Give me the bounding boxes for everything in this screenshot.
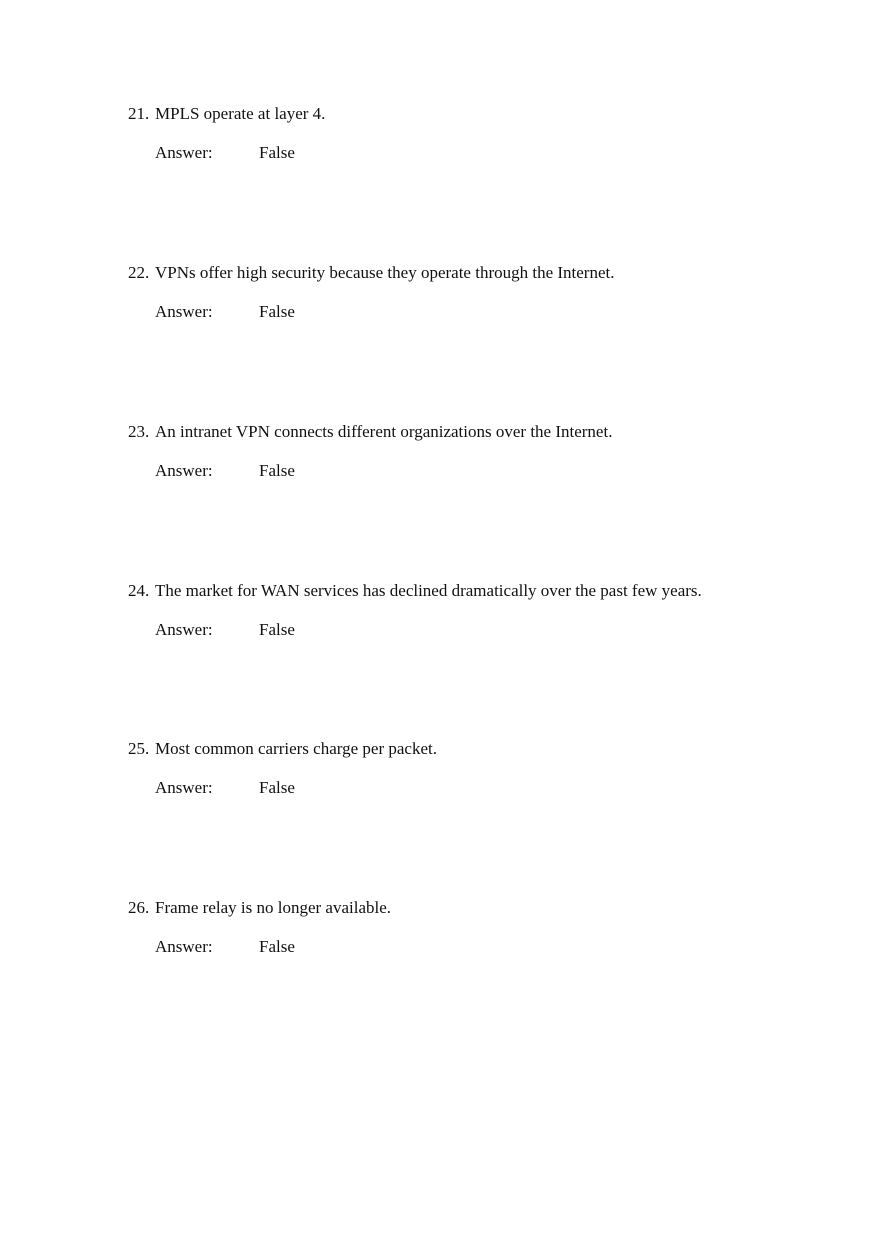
answer-label: Answer: (155, 937, 213, 956)
question-text: VPNs offer high security because they operate through the Internet. (155, 263, 615, 282)
question-25 (128, 739, 848, 798)
answer-line (155, 461, 848, 481)
answer-value: False (259, 937, 295, 956)
answer-line (155, 620, 848, 640)
answer-line (155, 143, 848, 163)
question-text-line (128, 898, 848, 918)
question-text-line (128, 581, 848, 601)
question-21 (128, 104, 848, 163)
question-number: 26. (128, 898, 150, 917)
answer-label: Answer: (155, 143, 213, 162)
question-number: 23. (128, 422, 150, 441)
question-26 (128, 898, 848, 957)
question-number: 21. (128, 104, 150, 123)
answer-line (155, 302, 848, 322)
question-text-line (128, 104, 848, 124)
question-23 (128, 422, 848, 481)
question-text-line (128, 263, 848, 283)
answer-value: False (259, 620, 295, 639)
answer-line (155, 778, 848, 798)
answer-value: False (259, 143, 295, 162)
question-text: MPLS operate at layer 4. (155, 104, 326, 123)
answer-value: False (259, 302, 295, 321)
question-text-line (128, 739, 848, 759)
answer-value: False (259, 778, 295, 797)
answer-label: Answer: (155, 620, 213, 639)
question-number: 22. (128, 263, 150, 282)
answer-line (155, 937, 848, 957)
question-text-line (128, 422, 848, 442)
question-22 (128, 263, 848, 322)
question-text: The market for WAN services has declined dramatically over the past few years. (155, 581, 702, 600)
answer-label: Answer: (155, 302, 213, 321)
question-text: An intranet VPN connects different organizations over the Internet. (155, 422, 613, 441)
question-number: 25. (128, 739, 150, 758)
answer-label: Answer: (155, 778, 213, 797)
question-24 (128, 581, 848, 640)
answer-label: Answer: (155, 461, 213, 480)
question-number: 24. (128, 581, 150, 600)
question-text: Frame relay is no longer available. (155, 898, 392, 917)
question-text: Most common carriers charge per packet. (155, 739, 437, 758)
answer-value: False (259, 461, 295, 480)
